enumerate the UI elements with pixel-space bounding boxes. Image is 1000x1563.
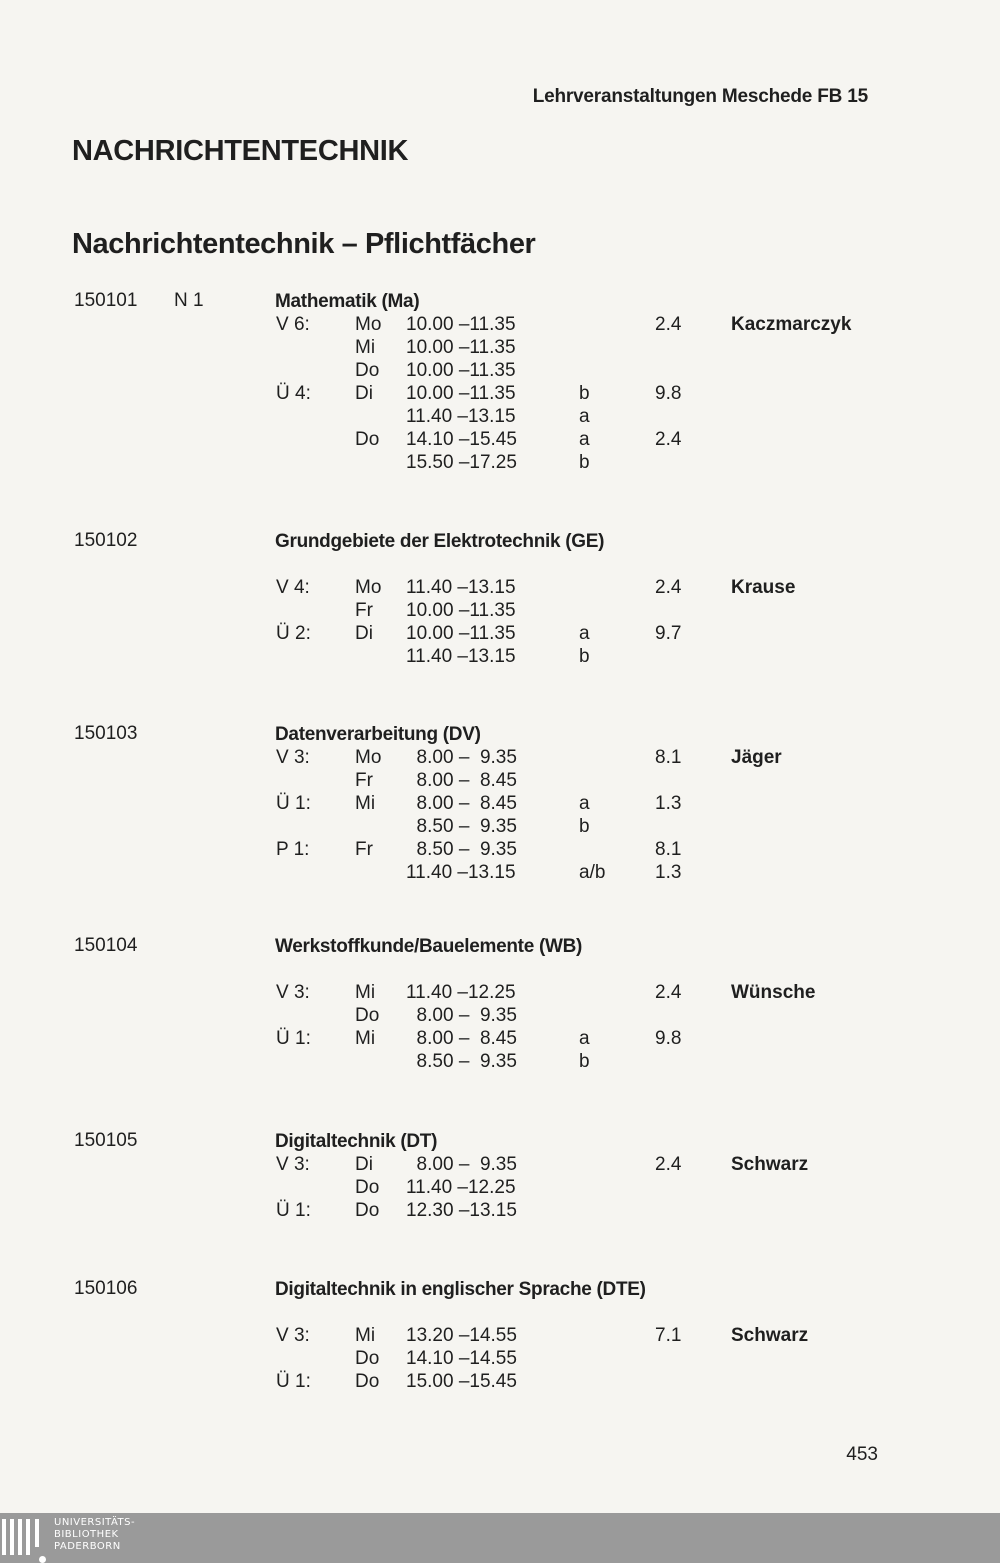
session-room: 2.4 (655, 314, 682, 335)
course-code: N 1 (174, 290, 204, 311)
session-day: Mo (355, 747, 382, 768)
session-time: 10.00 –11.35 (406, 600, 516, 621)
lecturer-name: Kaczmarczyk (731, 314, 852, 335)
session-day: Do (355, 1371, 380, 1392)
session-time: 10.00 –11.35 (406, 383, 516, 404)
session-time: 8.00 – 9.35 (406, 1154, 517, 1175)
session-type: Ü 4: (276, 383, 311, 404)
session-room: 2.4 (655, 1154, 682, 1175)
session-time: 8.00 – 8.45 (406, 770, 517, 791)
session-room: 8.1 (655, 839, 682, 860)
session-day: Di (355, 1154, 373, 1175)
schedule-row (0, 428, 1000, 451)
session-day: Mo (355, 577, 382, 598)
session-time: 11.40 –13.15 (406, 646, 516, 667)
session-group: a (579, 793, 590, 814)
library-logo-icon (2, 1519, 46, 1559)
session-day: Mi (355, 793, 376, 814)
session-type: V 3: (276, 1325, 310, 1346)
schedule-row (0, 769, 1000, 792)
session-type: V 3: (276, 982, 310, 1003)
session-day: Do (355, 1005, 380, 1026)
session-day: Do (355, 1348, 380, 1369)
schedule-row (0, 792, 1000, 815)
session-time: 10.00 –11.35 (406, 337, 516, 358)
page-number: 453 (846, 1444, 878, 1465)
schedule-row (0, 1050, 1000, 1073)
session-time: 8.00 – 9.35 (406, 747, 517, 768)
schedule-row (0, 405, 1000, 428)
session-group: b (579, 646, 590, 667)
session-day: Do (355, 429, 380, 450)
session-time: 8.50 – 9.35 (406, 839, 517, 860)
page-title: NACHRICHTENTECHNIK (72, 135, 409, 167)
schedule-row (0, 1004, 1000, 1027)
session-type: V 6: (276, 314, 310, 335)
lecturer-name: Wünsche (731, 982, 816, 1003)
schedule-row (0, 815, 1000, 838)
session-day: Mi (355, 337, 376, 358)
schedule-row (0, 359, 1000, 382)
session-type: Ü 2: (276, 623, 311, 644)
session-group: a/b (579, 862, 606, 883)
session-type: Ü 1: (276, 1200, 311, 1221)
session-time: 8.00 – 8.45 (406, 1028, 517, 1049)
session-time: 11.40 –13.15 (406, 406, 516, 427)
session-type: V 4: (276, 577, 310, 598)
session-time: 11.40 –13.15 (406, 577, 516, 598)
library-logo-text: UNIVERSITÄTS- BIBLIOTHEK PADERBORN (54, 1517, 136, 1552)
session-group: b (579, 816, 590, 837)
session-time: 11.40 –12.25 (406, 1177, 516, 1198)
session-time: 10.00 –11.35 (406, 314, 516, 335)
session-day: Mi (355, 1325, 376, 1346)
session-type: Ü 1: (276, 793, 311, 814)
course-title: Grundgebiete der Elektrotechnik (GE) (275, 531, 605, 552)
session-room: 2.4 (655, 982, 682, 1003)
session-day: Mi (355, 982, 376, 1003)
session-group: b (579, 452, 590, 473)
schedule-row (0, 1324, 1000, 1347)
session-group: b (579, 383, 590, 404)
lecturer-name: Schwarz (731, 1154, 809, 1175)
lecturer-name: Krause (731, 577, 796, 598)
session-time: 11.40 –13.15 (406, 862, 516, 883)
session-time: 8.50 – 9.35 (406, 1051, 517, 1072)
schedule-row (0, 382, 1000, 405)
schedule-row (0, 576, 1000, 599)
session-room: 9.8 (655, 1028, 682, 1049)
course-number: 150105 (74, 1130, 138, 1151)
session-time: 8.50 – 9.35 (406, 816, 517, 837)
session-time: 10.00 –11.35 (406, 623, 516, 644)
lecturer-name: Jäger (731, 747, 782, 768)
session-group: a (579, 429, 590, 450)
session-group: a (579, 623, 590, 644)
schedule-row (0, 981, 1000, 1004)
course-title: Digitaltechnik in englischer Sprache (DTE) (275, 1279, 646, 1300)
session-room: 2.4 (655, 577, 682, 598)
course-number: 150102 (74, 530, 138, 551)
session-time: 14.10 –14.55 (406, 1348, 517, 1369)
session-time: 12.30 –13.15 (406, 1200, 517, 1221)
section-subtitle: Nachrichtentechnik – Pflichtfächer (72, 228, 536, 260)
schedule-row (0, 645, 1000, 668)
course-number: 150104 (74, 935, 138, 956)
lecturer-name: Schwarz (731, 1325, 809, 1346)
course-number: 150103 (74, 723, 138, 744)
session-day: Fr (355, 600, 373, 621)
session-group: b (579, 1051, 590, 1072)
course-title: Digitaltechnik (DT) (275, 1131, 438, 1152)
course-title: Werkstoffkunde/Bauelemente (WB) (275, 936, 583, 957)
session-room: 1.3 (655, 793, 682, 814)
session-time: 8.00 – 9.35 (406, 1005, 517, 1026)
session-time: 8.00 – 8.45 (406, 793, 517, 814)
session-room: 9.8 (655, 383, 682, 404)
session-day: Mo (355, 314, 382, 335)
schedule-row (0, 1370, 1000, 1393)
session-day: Mi (355, 1028, 376, 1049)
session-day: Do (355, 360, 380, 381)
session-day: Do (355, 1177, 380, 1198)
schedule-row (0, 861, 1000, 884)
session-day: Di (355, 383, 373, 404)
session-time: 10.00 –11.35 (406, 360, 516, 381)
schedule-row (0, 746, 1000, 769)
session-time: 11.40 –12.25 (406, 982, 516, 1003)
schedule-row (0, 1199, 1000, 1222)
library-footer (0, 1513, 1000, 1563)
schedule-row (0, 1153, 1000, 1176)
session-type: P 1: (276, 839, 310, 860)
session-time: 15.50 –17.25 (406, 452, 517, 473)
session-time: 13.20 –14.55 (406, 1325, 517, 1346)
schedule-row (0, 599, 1000, 622)
session-day: Di (355, 623, 373, 644)
session-group: a (579, 1028, 590, 1049)
session-time: 15.00 –15.45 (406, 1371, 517, 1392)
course-number: 150101 (74, 290, 138, 311)
session-room: 7.1 (655, 1325, 682, 1346)
schedule-row (0, 1347, 1000, 1370)
session-room: 9.7 (655, 623, 682, 644)
schedule-row (0, 622, 1000, 645)
session-day: Fr (355, 770, 373, 791)
session-room: 2.4 (655, 429, 682, 450)
schedule-row (0, 451, 1000, 474)
session-type: Ü 1: (276, 1371, 311, 1392)
course-title: Datenverarbeitung (DV) (275, 724, 481, 745)
session-room: 1.3 (655, 862, 682, 883)
session-type: V 3: (276, 1154, 310, 1175)
course-number: 150106 (74, 1278, 138, 1299)
session-type: V 3: (276, 747, 310, 768)
session-group: a (579, 406, 590, 427)
course-title: Mathematik (Ma) (275, 291, 420, 312)
schedule-row (0, 1176, 1000, 1199)
running-header: Lehrveranstaltungen Meschede FB 15 (532, 86, 868, 107)
schedule-row (0, 1027, 1000, 1050)
schedule-row (0, 313, 1000, 336)
schedule-row (0, 838, 1000, 861)
session-time: 14.10 –15.45 (406, 429, 517, 450)
session-day: Do (355, 1200, 380, 1221)
session-day: Fr (355, 839, 373, 860)
session-type: Ü 1: (276, 1028, 311, 1049)
schedule-row (0, 336, 1000, 359)
session-room: 8.1 (655, 747, 682, 768)
